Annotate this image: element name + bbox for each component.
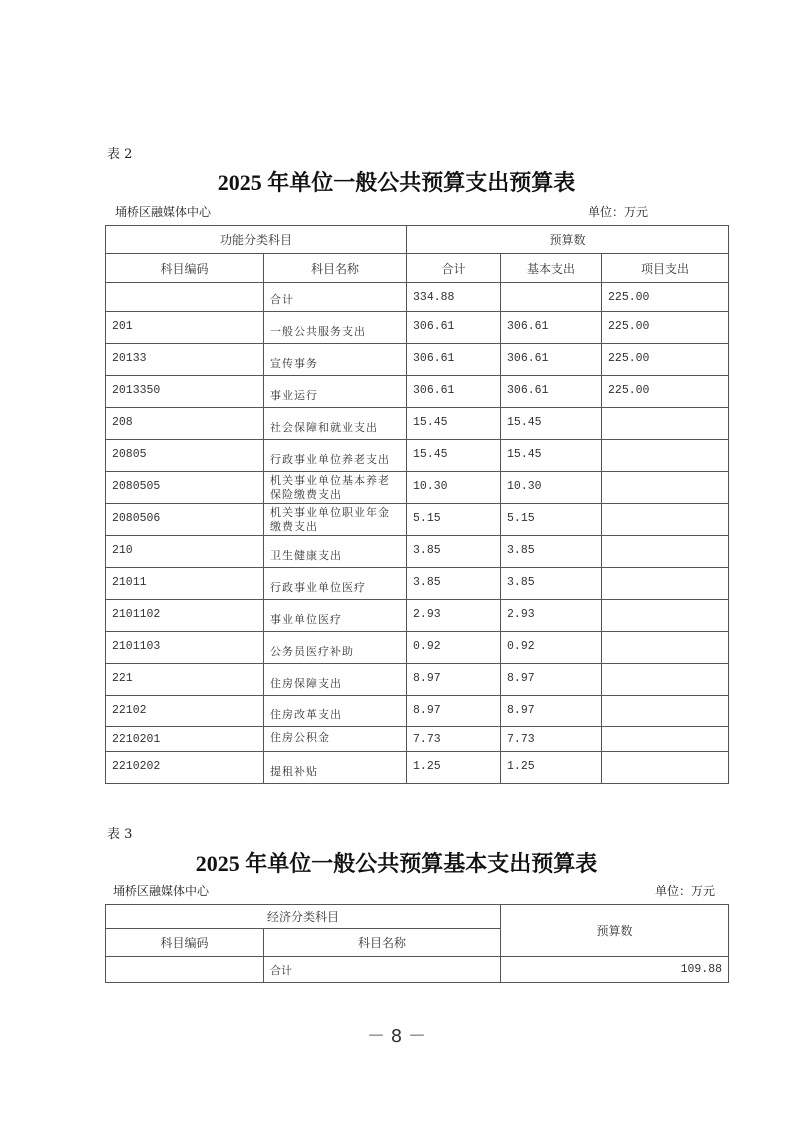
row-code: 208 — [106, 408, 264, 440]
table2-label: 表 2 — [107, 147, 133, 162]
row-name: 事业单位医疗 — [264, 600, 407, 632]
col-header-code: 科目编码 — [106, 254, 264, 283]
row-name: 社会保障和就业支出 — [264, 408, 407, 440]
row-total: 10.30 — [407, 472, 501, 504]
row-project — [602, 727, 729, 752]
row-project — [602, 472, 729, 504]
row-code: 2080505 — [106, 472, 264, 504]
row-basic: 306.61 — [501, 344, 602, 376]
table2-org: 埇桥区融媒体中心 — [115, 205, 212, 219]
row-name: 住房保障支出 — [264, 664, 407, 696]
table-row — [106, 696, 729, 727]
row-code: 2101102 — [106, 600, 264, 632]
table3-label: 表 3 — [107, 827, 133, 842]
row-basic: 306.61 — [501, 376, 602, 408]
row-code: 210 — [106, 536, 264, 568]
row-name: 合计 — [264, 957, 501, 983]
row-code: 2101103 — [106, 632, 264, 664]
row-code: 2080506 — [106, 504, 264, 536]
row-project — [602, 664, 729, 696]
row-basic: 0.92 — [501, 632, 602, 664]
row-basic: 8.97 — [501, 696, 602, 727]
row-project — [602, 504, 729, 536]
row-basic: 7.73 — [501, 727, 602, 752]
col-header-budget: 预算数 — [501, 905, 729, 957]
row-name: 提租补贴 — [264, 752, 407, 784]
row-basic: 15.45 — [501, 408, 602, 440]
table-row — [106, 440, 729, 472]
row-name: 住房公积金 — [264, 727, 407, 752]
col-header-code: 科目编码 — [106, 929, 264, 957]
row-basic: 3.85 — [501, 536, 602, 568]
col-header-project: 项目支出 — [602, 254, 729, 283]
row-total: 306.61 — [407, 376, 501, 408]
table-row — [106, 312, 729, 344]
table2-unit: 单位：万元 — [588, 205, 649, 219]
page-number: － 8 － — [367, 1026, 426, 1047]
row-name: 一般公共服务支出 — [264, 312, 407, 344]
row-basic: 10.30 — [501, 472, 602, 504]
table3 — [105, 904, 729, 983]
row-name: 住房改革支出 — [264, 696, 407, 727]
row-project — [602, 600, 729, 632]
row-project — [602, 696, 729, 727]
row-project — [602, 408, 729, 440]
row-code: 21011 — [106, 568, 264, 600]
table2 — [105, 225, 729, 784]
group-header-budget: 预算数 — [407, 226, 729, 254]
row-project — [602, 752, 729, 784]
row-code: 2013350 — [106, 376, 264, 408]
row-project: 225.00 — [602, 376, 729, 408]
group-header-economic: 经济分类科目 — [106, 905, 501, 929]
row-name: 机关事业单位职业年金缴费支出 — [264, 504, 407, 536]
table-row — [106, 664, 729, 696]
col-header-name: 科目名称 — [264, 254, 407, 283]
table2-group-header-row — [106, 226, 729, 254]
col-header-name: 科目名称 — [264, 929, 501, 957]
group-header-function: 功能分类科目 — [106, 226, 407, 254]
row-basic: 5.15 — [501, 504, 602, 536]
row-total: 2.93 — [407, 600, 501, 632]
table-row — [106, 408, 729, 440]
row-basic: 306.61 — [501, 312, 602, 344]
row-total: 8.97 — [407, 696, 501, 727]
row-total: 306.61 — [407, 344, 501, 376]
row-total: 3.85 — [407, 536, 501, 568]
row-basic — [501, 283, 602, 312]
row-code: 20133 — [106, 344, 264, 376]
table-row — [106, 472, 729, 504]
row-total: 15.45 — [407, 440, 501, 472]
table-row — [106, 632, 729, 664]
row-project — [602, 440, 729, 472]
row-code: 2210201 — [106, 727, 264, 752]
row-name: 合计 — [264, 283, 407, 312]
table-row — [106, 752, 729, 784]
row-basic: 8.97 — [501, 664, 602, 696]
row-code: 2210202 — [106, 752, 264, 784]
table3-group-header-row — [106, 905, 729, 929]
row-project — [602, 632, 729, 664]
table-row — [106, 376, 729, 408]
table-row — [106, 536, 729, 568]
row-total: 5.15 — [407, 504, 501, 536]
row-basic: 3.85 — [501, 568, 602, 600]
row-total: 3.85 — [407, 568, 501, 600]
row-name: 行政事业单位养老支出 — [264, 440, 407, 472]
row-project: 225.00 — [602, 344, 729, 376]
row-project — [602, 568, 729, 600]
col-header-basic: 基本支出 — [501, 254, 602, 283]
table3-title: 2025 年单位一般公共预算基本支出预算表 — [195, 851, 598, 876]
col-header-total: 合计 — [407, 254, 501, 283]
row-name: 卫生健康支出 — [264, 536, 407, 568]
table2-column-header-row — [106, 254, 729, 283]
table-row — [106, 600, 729, 632]
row-code — [106, 957, 264, 983]
table-row — [106, 504, 729, 536]
row-basic: 2.93 — [501, 600, 602, 632]
row-code: 201 — [106, 312, 264, 344]
table-row — [106, 568, 729, 600]
table2-title: 2025 年单位一般公共预算支出预算表 — [217, 170, 576, 195]
table-row — [106, 957, 729, 983]
table-row — [106, 344, 729, 376]
row-total: 334.88 — [407, 283, 501, 312]
row-name: 公务员医疗补助 — [264, 632, 407, 664]
row-amount: 109.88 — [501, 957, 729, 983]
row-code: 221 — [106, 664, 264, 696]
row-basic: 1.25 — [501, 752, 602, 784]
row-name: 机关事业单位基本养老保险缴费支出 — [264, 472, 407, 504]
row-code — [106, 283, 264, 312]
row-name: 宣传事务 — [264, 344, 407, 376]
row-total: 306.61 — [407, 312, 501, 344]
row-total: 1.25 — [407, 752, 501, 784]
table-row — [106, 283, 729, 312]
row-project — [602, 536, 729, 568]
table3-unit: 单位：万元 — [655, 884, 716, 898]
row-name: 事业运行 — [264, 376, 407, 408]
row-code: 20805 — [106, 440, 264, 472]
row-code: 22102 — [106, 696, 264, 727]
row-total: 7.73 — [407, 727, 501, 752]
row-total: 0.92 — [407, 632, 501, 664]
table-row — [106, 727, 729, 752]
row-total: 15.45 — [407, 408, 501, 440]
row-project: 225.00 — [602, 312, 729, 344]
row-basic: 15.45 — [501, 440, 602, 472]
row-name: 行政事业单位医疗 — [264, 568, 407, 600]
row-total: 8.97 — [407, 664, 501, 696]
table3-org: 埇桥区融媒体中心 — [113, 884, 210, 898]
row-project: 225.00 — [602, 283, 729, 312]
